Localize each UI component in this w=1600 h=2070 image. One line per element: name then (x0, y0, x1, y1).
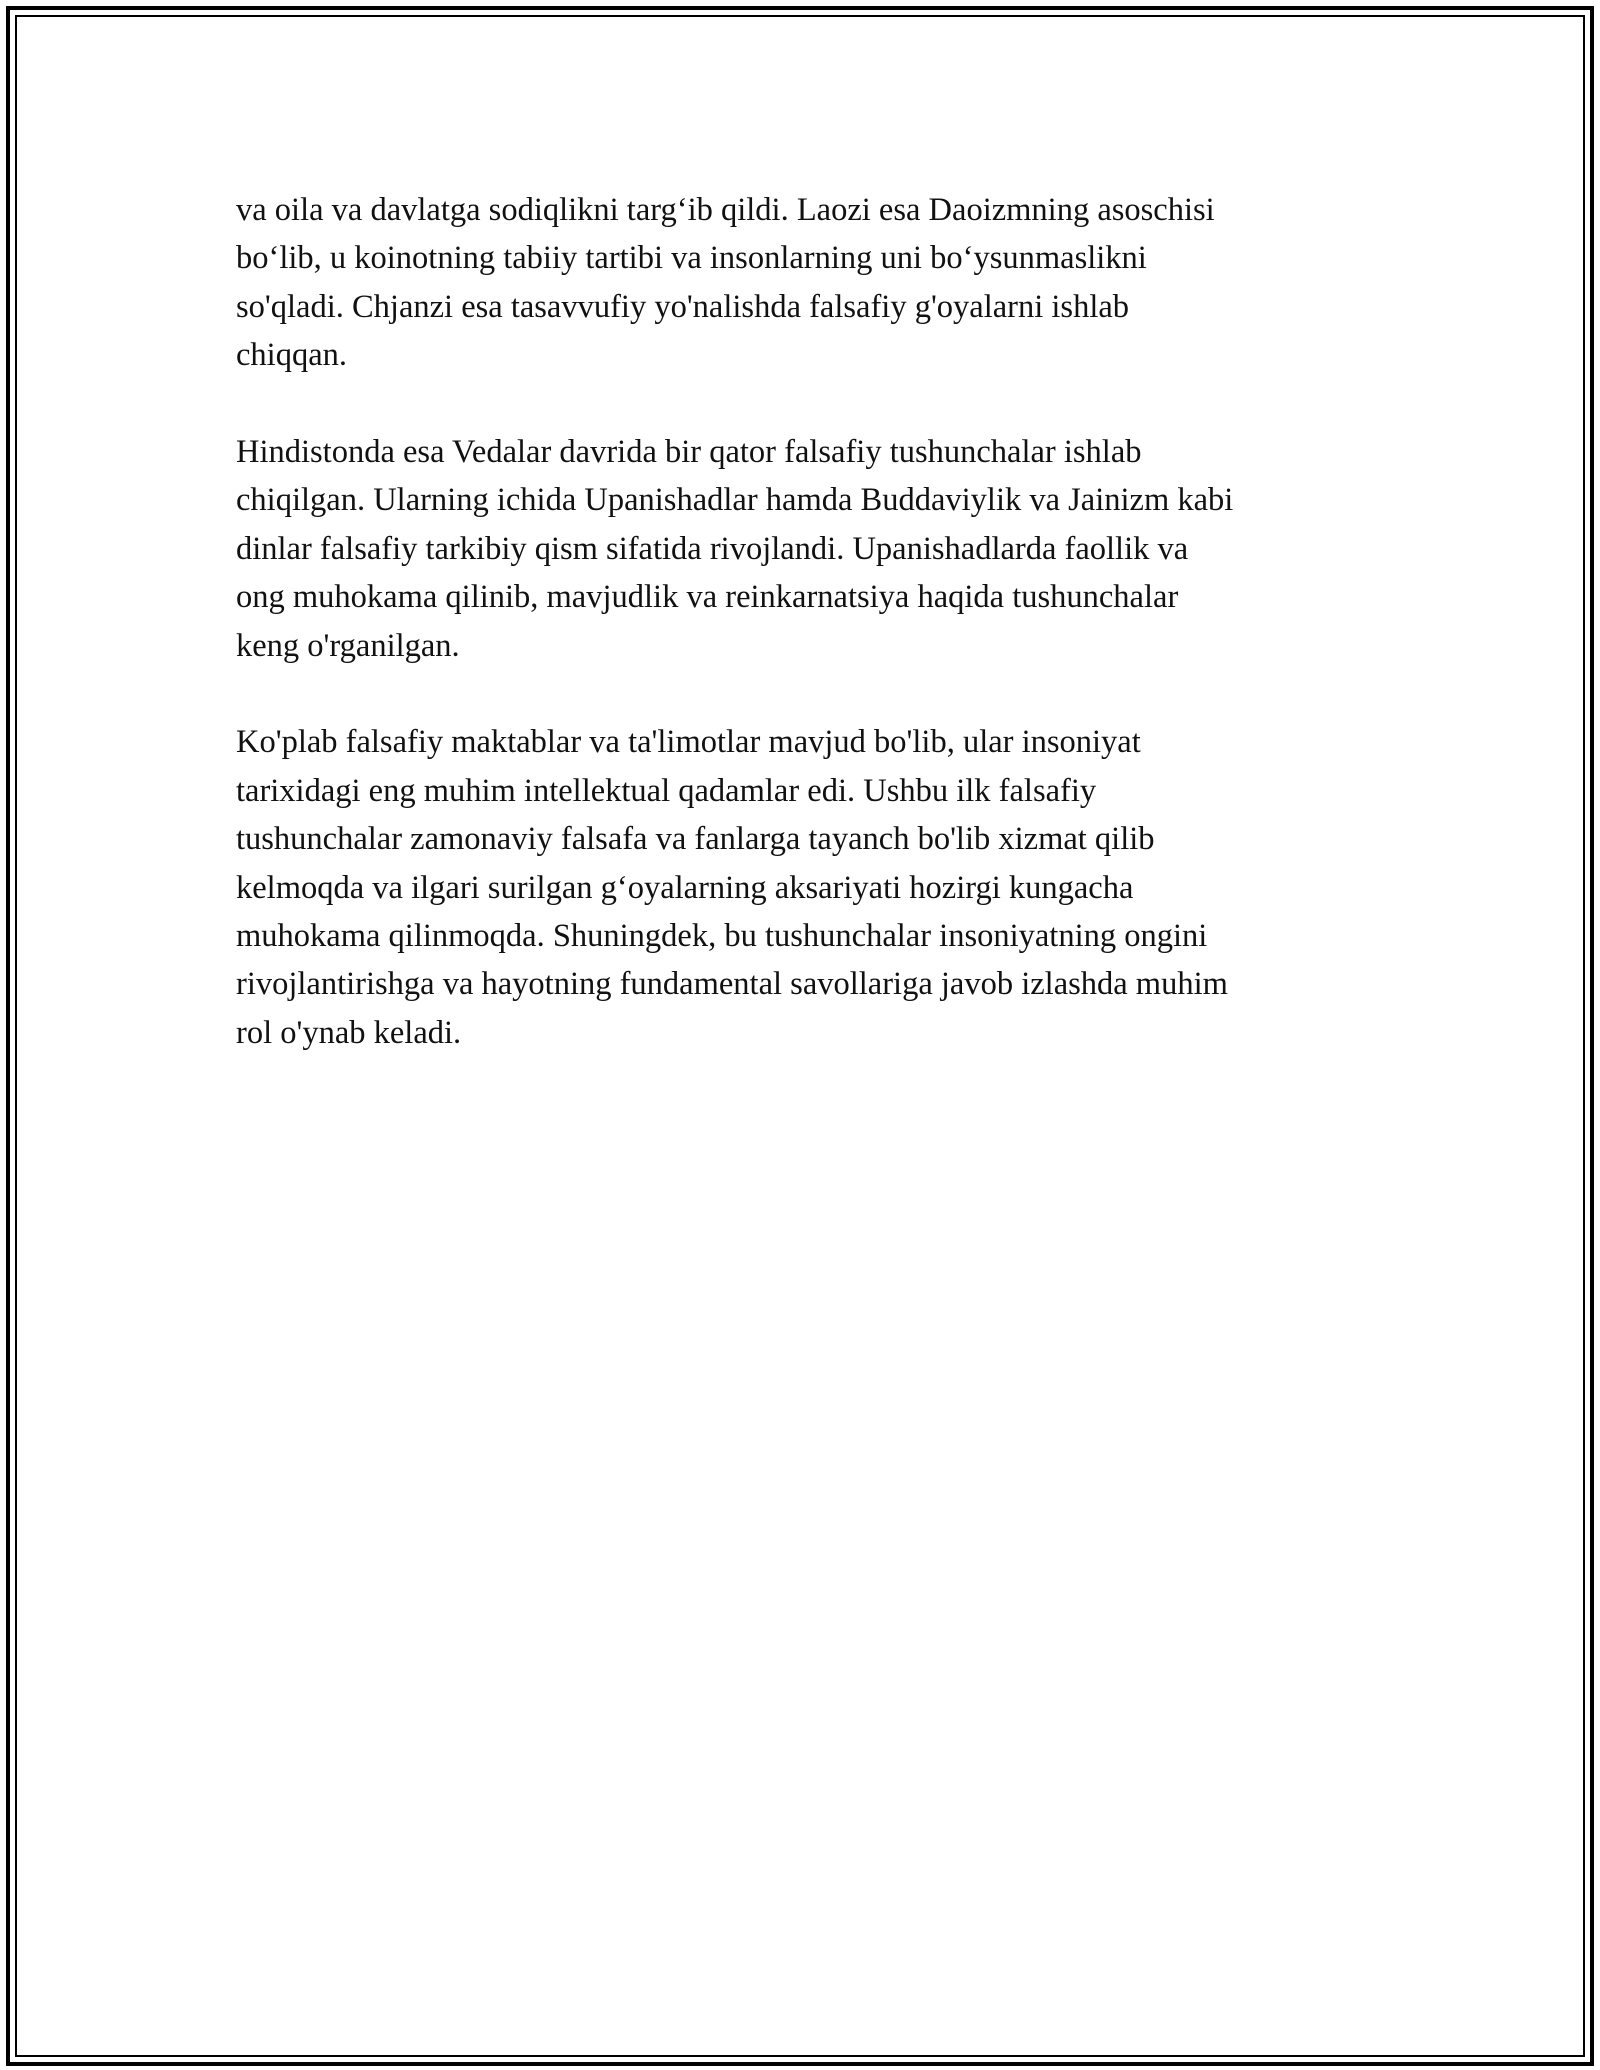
text-line: Hindistonda esa Vedalar davrida bir qator falsafiy tushunchalar ishlab (236, 434, 1142, 471)
text-line: va oila va davlatga sodiqlikni targ‘ib qildi. Laozi esa Daoizmning asoschisi (236, 192, 1215, 228)
document-body (236, 186, 1366, 1057)
text-line: bo‘lib, u koinotning tabiiy tartibi va insonlarning uni bo‘ysunmaslikni (236, 240, 1147, 277)
text-line: tushunchalar zamonaviy falsafa va fanlarga tayanch bo'lib xizmat qilib (236, 821, 1155, 858)
text-line: ong muhokama qilinib, mavjudlik va reinkarnatsiya haqida tushunchalar (236, 579, 1179, 616)
text-line: rol o'ynab keladi. (236, 1014, 462, 1051)
text-line: muhokama qilinmoqda. Shuningdek, bu tushunchalar insoniyatning ongini (236, 918, 1208, 955)
text-line: keng o'rganilgan. (236, 627, 460, 664)
text-line: tarixidagi eng muhim intellektual qadamlar edi. Ushbu ilk falsafiy (236, 772, 1097, 809)
paragraph-3 (236, 718, 1366, 1057)
text-line: Ko'plab falsafiy maktablar va ta'limotlar mavjud bo'lib, ular insoniyat (236, 724, 1141, 761)
paragraph-1 (236, 186, 1366, 380)
text-line: rivojlantirishga va hayotning fundamental savollariga javob izlashda muhim (236, 966, 1228, 1003)
text-line: kelmoqda va ilgari surilgan g‘oyalarning aksariyati hozirgi kungacha (236, 869, 1134, 906)
text-line: chiqqan. (236, 337, 348, 374)
paragraph-2 (236, 428, 1366, 670)
text-line: dinlar falsafiy tarkibiy qism sifatida rivojlandi. Upanishadlarda faollik va (236, 530, 1189, 567)
text-line: so'qladi. Chjanzi esa tasavvufiy yo'nalishda falsafiy g'oyalarni ishlab (236, 288, 1130, 325)
text-line: chiqilgan. Ularning ichida Upanishadlar hamda Buddaviylik va Jainizm kabi (236, 482, 1234, 519)
